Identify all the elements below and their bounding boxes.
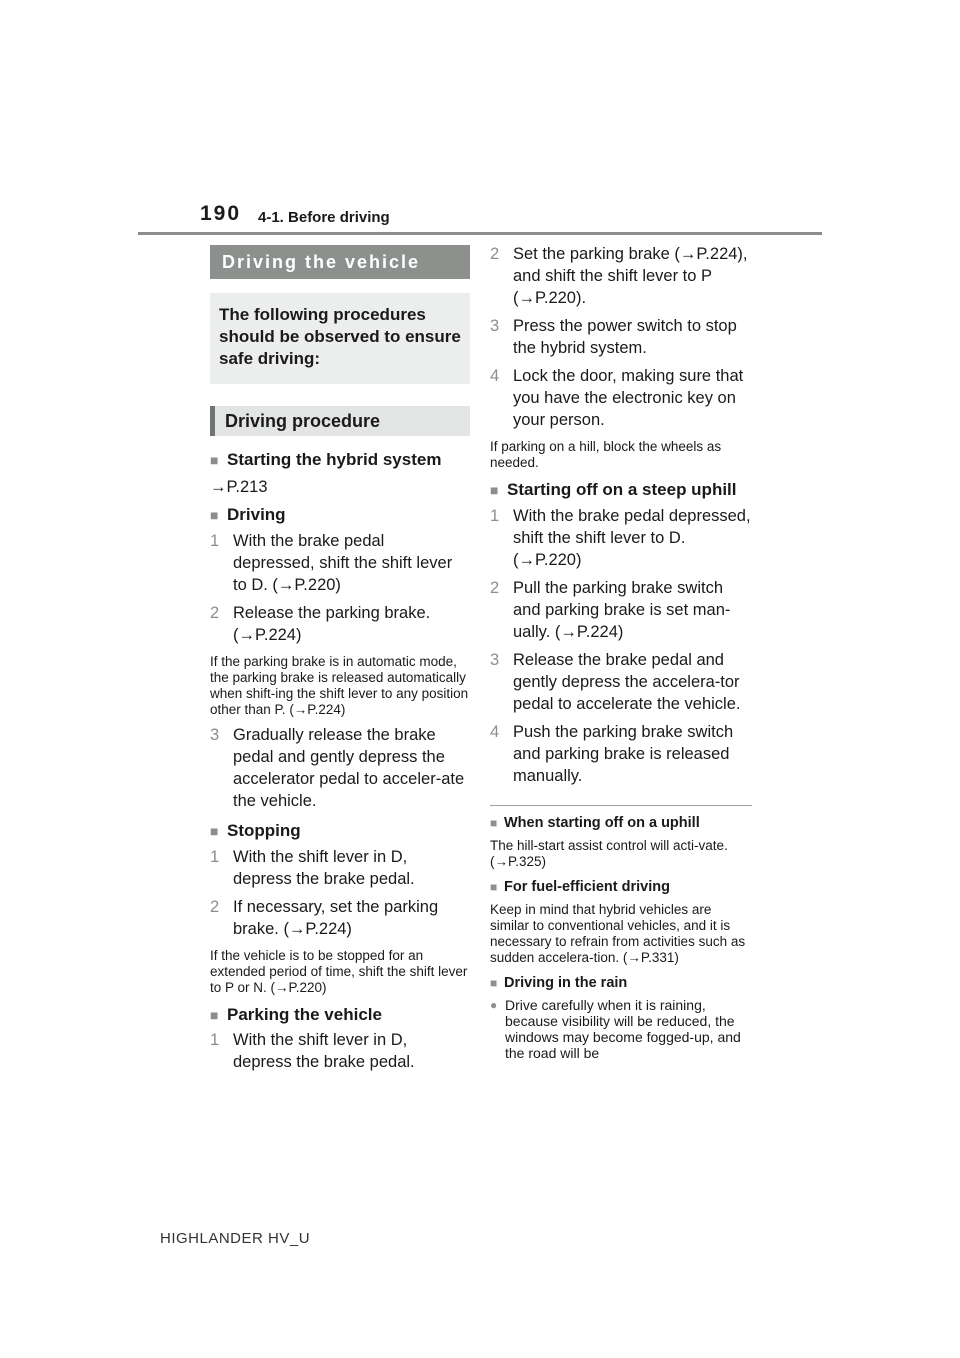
start-heading: ■ Starting the hybrid system xyxy=(210,449,470,471)
parking-step: 3 Press the power switch to stop the hybrid system. xyxy=(490,317,737,357)
info-heading: ■ For fuel-efficient driving xyxy=(490,878,752,896)
uphill-step: 1 With the brake pedal depressed, shift the shift lever to D. (→P.220) xyxy=(490,507,751,569)
driving-step: 3 Gradually release the brake pedal and gently depress the accelerator pedal to acceler-ate the vehicle. xyxy=(210,726,465,810)
uphill-heading: ■ Starting off on a steep uphill xyxy=(490,479,752,501)
intro-text: The following procedures should be observed to ensure safe driving: xyxy=(219,305,461,368)
driving-step: 1 With the brake pedal depressed, shift the shift lever to D. (→P.220) xyxy=(210,532,453,594)
stopping-heading: ■ Stopping xyxy=(210,820,470,842)
footer-model: HIGHLANDER HV_U xyxy=(160,1230,311,1247)
stopping-step: 2 If necessary, set the parking brake. (→P.224) xyxy=(210,898,439,938)
header-rule xyxy=(138,232,822,235)
driving-step: 2 Release the parking brake. (→P.224) xyxy=(210,604,431,644)
subsection-title: Driving procedure xyxy=(210,406,470,436)
info-heading: ■ When starting off on a uphill xyxy=(490,814,752,832)
driving-heading: ■ Driving xyxy=(210,504,470,526)
parking-step: 2 Set the parking brake (→P.224), and shift the shift lever to P (→P.220). xyxy=(490,245,748,307)
stopping-note: If the vehicle is to be stopped for an extended period of time, shift the shift lever to P or N. (→P.220) xyxy=(210,948,468,995)
page-number: 190 xyxy=(200,202,242,225)
info-text: Keep in mind that hybrid vehicles are similar to conventional vehicles, and it is necessary to refrain from activities such as sudden accelera-tion. (→P.331) xyxy=(490,902,746,965)
chapter-title: 4-1. Before driving xyxy=(258,209,390,226)
uphill-step: 2 Pull the parking brake switch and parking brake is set man-ually. (→P.224) xyxy=(490,579,731,641)
parking-step: 4 Lock the door, making sure that you have the electronic key on your person. xyxy=(490,367,744,429)
info-bullet: ● Drive carefully when it is raining, because visibility will be reduced, the windows may become fogged-up, and the road will be xyxy=(490,997,752,1061)
right-column xyxy=(490,243,752,1061)
info-heading: ■ Driving in the rain xyxy=(490,974,752,992)
stopping-step: 1 With the shift lever in D, depress the brake pedal. xyxy=(210,848,415,888)
parking-note: If parking on a hill, block the wheels as needed. xyxy=(490,439,722,470)
left-column xyxy=(210,245,470,1073)
parking-step: 1 With the shift lever in D, depress the brake pedal. xyxy=(210,1031,415,1071)
intro-box xyxy=(210,293,470,384)
section-title: Driving the vehicle xyxy=(210,245,470,279)
driving-note: If the parking brake is in automatic mode, the parking brake is released automatically when shift-ing the shift lever to any position other than P. (→P.224) xyxy=(210,654,469,717)
uphill-step: 4 Push the parking brake switch and parking brake is released manually. xyxy=(490,723,734,785)
start-ref: →P.213 xyxy=(210,478,268,496)
parking-heading: ■ Parking the vehicle xyxy=(210,1004,470,1026)
uphill-step: 3 Release the brake pedal and gently depress the accelera-tor pedal to accelerate the vehicle. xyxy=(490,651,741,713)
info-text: The hill-start assist control will acti-vate. (→P.325) xyxy=(490,838,728,869)
info-divider xyxy=(490,805,752,806)
